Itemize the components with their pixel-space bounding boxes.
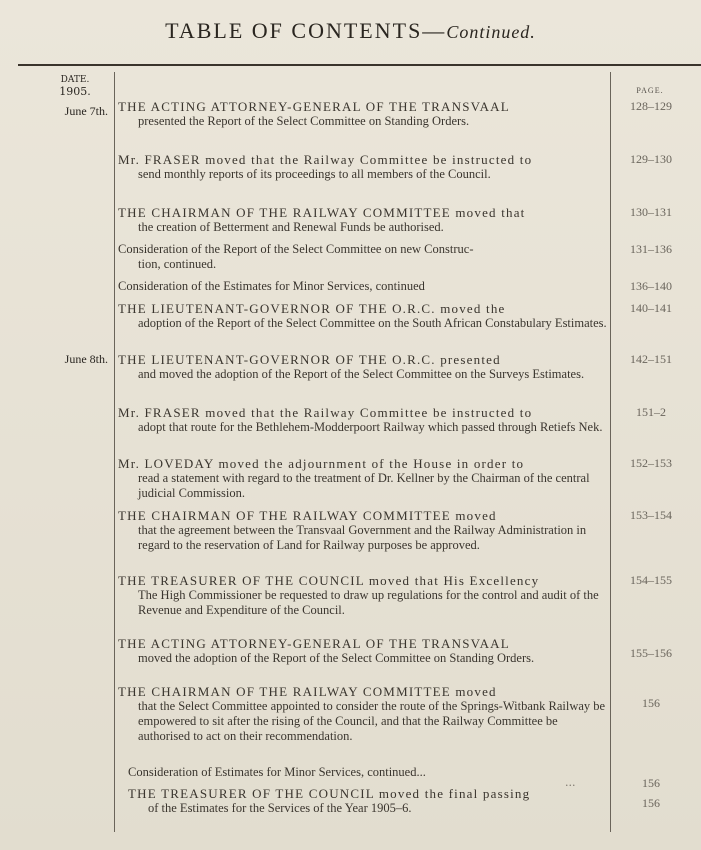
- list-item: [118, 573, 608, 618]
- list-item: [128, 786, 598, 816]
- list-item: [118, 152, 608, 182]
- entry-text: and moved the adoption of the Report of the Select Committee on the Surveys Estimates.: [138, 367, 585, 381]
- entry-pages: 136–140: [630, 279, 672, 293]
- entry-pages: 130–131: [630, 205, 672, 219]
- entry-pages: 131–136: [630, 242, 672, 256]
- date-column-divider: [114, 72, 115, 832]
- entry-lead: THE TREASURER OF THE COUNCIL moved that His Excellency: [118, 573, 540, 588]
- list-item: [118, 636, 608, 666]
- entry-text: The High Commissioner be requested to draw up regulations for the control and audit of the Revenue and Expenditure of the Council.: [138, 588, 599, 617]
- entry-lead: THE CHAIRMAN OF THE RAILWAY COMMITTEE moved: [118, 684, 497, 699]
- date-column-header: [40, 74, 110, 98]
- entry-lead: Mr. FRASER moved that the Railway Committee be instructed to: [118, 405, 533, 420]
- page-title: [0, 18, 701, 44]
- date-june-7: June 7th.: [64, 104, 108, 118]
- entry-pages: 155–156: [630, 646, 672, 660]
- list-item: [118, 684, 608, 744]
- entry-lead: THE CHAIRMAN OF THE RAILWAY COMMITTEE moved: [118, 508, 497, 523]
- entry-text: that the agreement between the Transvaal Government and the Railway Administration in regard to the reservation of Land for Railway purposes be approved.: [138, 523, 587, 552]
- entry-pages: 153–154: [630, 508, 672, 522]
- entry-lead: Mr. LOVEDAY moved the adjournment of the House in order to: [118, 456, 525, 471]
- entry-pages: 140–141: [630, 301, 672, 315]
- entry-text: the creation of Betterment and Renewal Funds be authorised.: [138, 220, 444, 234]
- entry-lead: THE LIEUTENANT-GOVERNOR OF THE O.R.C. presented: [118, 352, 501, 367]
- entry-pages: 128–129: [630, 99, 672, 113]
- entry-text: of the Estimates for the Services of the Year 1905–6.: [148, 801, 412, 815]
- leader-dots: ...: [565, 776, 576, 789]
- entry-lead: THE CHAIRMAN OF THE RAILWAY COMMITTEE moved that: [118, 205, 526, 220]
- entry-pages: 156: [642, 796, 660, 810]
- list-item: [118, 205, 608, 235]
- list-item: [118, 279, 608, 294]
- list-item: [118, 352, 608, 382]
- entry-text: adopt that route for the Bethlehem-Modderpoort Railway which passed through Retiefs Nek.: [138, 420, 603, 434]
- title-main: TABLE OF CONTENTS—: [165, 18, 447, 43]
- list-item: [118, 99, 608, 129]
- entry-text: send monthly reports of its proceedings to all members of the Council.: [138, 167, 491, 181]
- list-item: [118, 301, 608, 331]
- entry-lead: THE TREASURER OF THE COUNCIL moved the final passing: [128, 786, 531, 801]
- date-june-8: June 8th.: [64, 352, 108, 366]
- entry-pages: 142–151: [630, 352, 672, 366]
- title-continued: Continued.: [446, 22, 536, 42]
- list-item: [118, 508, 608, 553]
- entry-text: moved the adoption of the Report of the Select Committee on Standing Orders.: [138, 651, 535, 665]
- list-item: [128, 765, 598, 780]
- entry-lead: THE LIEUTENANT-GOVERNOR OF THE O.R.C. moved the: [118, 301, 506, 316]
- list-item: [118, 405, 608, 435]
- list-item: [118, 242, 608, 272]
- list-item: [118, 456, 608, 501]
- entry-text: tion, continued.: [138, 257, 217, 271]
- entry-pages: 154–155: [630, 573, 672, 587]
- entry-pages: 156: [642, 776, 660, 790]
- entry-pages: 151–2: [636, 405, 666, 419]
- date-label: DATE.: [60, 75, 90, 85]
- entry-text: that the Select Committee appointed to consider the route of the Springs-Witbank Railway be empowered to sit after the rising of the Council, and that the Railway Committee be authorised to act on their recommendation.: [138, 699, 606, 743]
- entry-pages: 152–153: [630, 456, 672, 470]
- entry-text: adoption of the Report of the Select Committee on the South African Constabulary Estimates.: [138, 316, 607, 330]
- year-label: 1905.: [59, 85, 91, 98]
- entry-lead: Mr. FRASER moved that the Railway Committee be instructed to: [118, 152, 533, 167]
- entry-lead: THE ACTING ATTORNEY-GENERAL OF THE TRANSVAAL: [118, 99, 510, 114]
- page-column-divider: [610, 72, 611, 832]
- entry-lead: Consideration of the Estimates for Minor Services, continued: [118, 279, 425, 293]
- entry-text: read a statement with regard to the treatment of Dr. Kellner by the Chairman of the central judicial Commission.: [138, 471, 590, 500]
- entry-text: presented the Report of the Select Committee on Standing Orders.: [138, 114, 470, 128]
- entry-lead: THE ACTING ATTORNEY-GENERAL OF THE TRANSVAAL: [118, 636, 510, 651]
- top-rule: [18, 64, 701, 66]
- entry-pages: 156: [642, 696, 660, 710]
- entry-lead: Consideration of the Report of the Select Committee on new Construc-: [118, 242, 474, 256]
- entry-lead: Consideration of Estimates for Minor Services, continued...: [128, 765, 426, 779]
- page-column-header: PAGE.: [636, 86, 664, 95]
- entry-pages: 129–130: [630, 152, 672, 166]
